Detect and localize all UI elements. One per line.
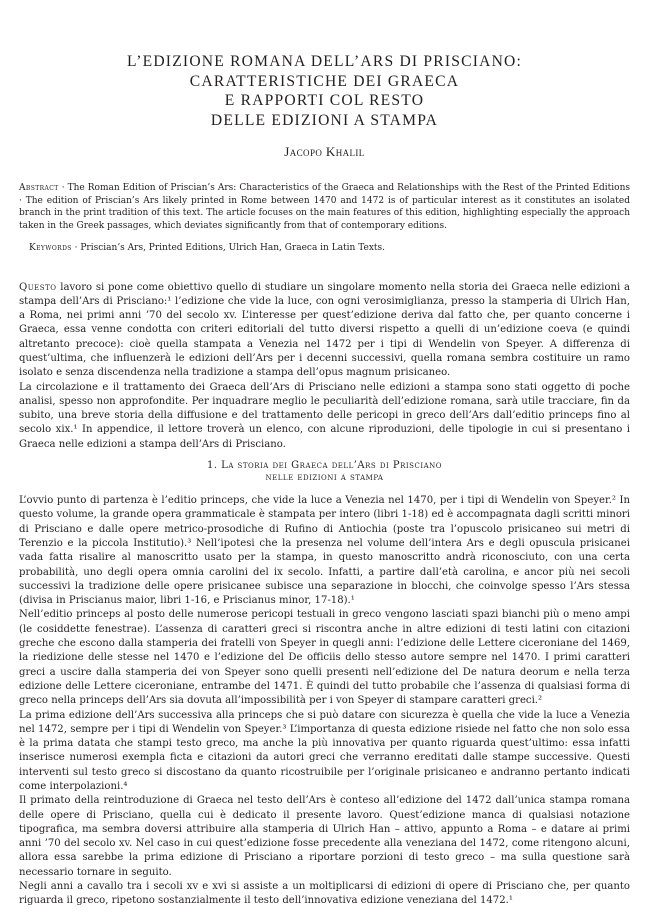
body-paragraph: Nell’editio princeps al posto delle numerose pericopi testuali in greco vengono lasciati spazi bianchi più o meno ampi (le cosiddette fenestrae). L’assenza di caratteri greci si riscontra anche in altre edizioni di testi latini con citazioni greche che escono dalla stamperia dei fratelli von Speyer in quegli anni: l’edizione delle Lettere ciceroniane del 1469, la riedizione delle stesse nel 1470 e l’edizione del De officiis dello stesso autore sempre nel 1470. I primi caratteri greci a uscire dalla stamperia dei von Speyer sono quelli presenti nell’edizione del De natura deorum e nella terza edizione delle Lettere ciceroniane, entrambe del 1471. È quindi del tutto probabile che l’assenza di qualsiasi forma di greco nella princeps dell’Ars sia dovuta all’impossibilità per i von Speyer di stampare caratteri greci.² xyxy=(19,609,630,707)
intro-paragraph: La circolazione e il trattamento dei Graeca dell’Ars di Prisciano nelle edizioni a stampa sono stati oggetto di poche analisi, spesso non approfondite. Per inquadrare meglio le peculiarità dell’edizione romana, sarà utile tracciare, fin da subito, una breve storia della diffusione e del trattamento delle pericopi in greco dell’Ars dall’editio princeps fino al secolo xix.¹ In appendice, il lettore troverà un elenco, con alcune riproduzioni, delle tipologie in cui si presentano i Graeca nelle edizioni a stampa dell’Ars di Prisciano. xyxy=(19,381,630,450)
title-line: L’EDIZIONE ROMANA DELL’ARS DI PRISCIANO: xyxy=(126,53,523,70)
body-paragraph: La prima edizione dell’Ars successiva alla princeps che si può datare con sicurezza è quella che vide la luce a Venezia nel 1472, sempre per i tipi di Wendelin von Speyer.³ L’importanza di questa edizione risiede nel fatto che non solo essa è la prima datata che stampi testo greco, ma anche la più innovativa per quanto riguarda quest’ultimo: essa infatti inserisce numerosi exempla ficta e citazioni da autori greci che verranno ereditati dalle stampe successive. Questi interventi sul testo greco si discostano da quanto ricostruibile per l’originale prisicaneo e andranno pertanto indicati come interpolazioni.⁴ xyxy=(19,709,630,792)
intro-first-word: Questo xyxy=(19,281,57,293)
abstract-text: · The Roman Edition of Priscian’s Ars: Characteristics of the Graeca and Relationships with the Rest of the Printed Editions · The edition of Priscian’s Ars likely printed in Rome between 1470 and 1472 is of particular interest as it constitutes an isolated branch in the print tradition of this text. The article focuses on the main features of this edition, highlighting especially the approach taken in the Greek passages, which deviates significantly from that of contemporary editions. xyxy=(19,183,630,231)
intro-paragraph xyxy=(19,281,630,381)
title-line: DELLE EDIZIONI A STAMPA xyxy=(210,111,439,129)
section-heading-line: 1. La storia dei Graeca dell’Ars di Prisciano xyxy=(206,460,443,472)
title-line: E RAPPORTI COL RESTO xyxy=(224,92,425,109)
abstract xyxy=(19,182,630,232)
article-author: Jacopo Khalil xyxy=(284,144,365,159)
keywords-text: · Priscian’s Ars, Printed Editions, Ulrich Han, Graeca in Latin Texts. xyxy=(71,243,386,253)
title-line: CARATTERISTICHE DEI GRAECA xyxy=(189,72,460,90)
keywords-label: Keywords xyxy=(29,243,72,253)
body-paragraph: Il primato della reintroduzione di Graeca nel testo dell’Ars è conteso all’edizione del 1472 dall’unica stampa romana delle opere di Prisciano, quella cui è dedicato il presente lavoro. Quest’edizione manca di qualsiasi notazione tipografica, ma sembra doversi attribuire alla stamperia di Ulrich Han – attivo, appunto a Roma – e datare ai primi anni ’70 del secolo xv. Nel caso in cui quest’edizione fosse precedente alla veneziana del 1472, come ritengono alcuni, allora essa sarebbe la prima edizione di Prisciano a riportare porzioni di testo greco – ma sulla questione sarà necessario tornare in seguito. xyxy=(19,795,630,878)
keywords xyxy=(19,242,630,255)
section-heading xyxy=(19,460,630,484)
intro-text: lavoro si pone come obiettivo quello di studiare un singolare momento nella storia dei Graeca nelle edizioni a stampa dell’Ars di Prisciano:¹ l’edizione che vide la luce, con ogni verosimiglianza, presso la stamperia di Ulrich Han, a Roma, nei primi anni ’70 del secolo xv. L’interesse per quest’edizione deriva dal fatto che, per quanto concerne i Graeca, essa venne condotta con criteri editoriali del tutto diversi rispetto a quelli di un’edizione coeva (e quindi altretanto precoce): cioè quella stampata a Venezia nel 1472 per i tipi di Wendelin von Speyer. A differenza di quest’ultima, che influenzerà le edizioni dell’Ars per i decenni successivi, quella romana sembra costituire un ramo isolato e senza discendenza nella tradizione a stampa dell’opus magnum prisicaneo. xyxy=(19,281,630,379)
abstract-label: Abstract xyxy=(19,183,59,193)
body-paragraph: Negli anni a cavallo tra i secoli xv e xvi si assiste a un moltiplicarsi di edizioni di opere di Prisciano che, per quanto riguarda il greco, ripetono sostanzialmente il testo dell’innovativa edizione veneziana del 1472.¹ xyxy=(19,881,630,907)
section-heading-line: nelle edizioni a stampa xyxy=(265,472,384,484)
article-title xyxy=(19,52,630,130)
body-paragraph: L’ovvio punto di partenza è l’editio princeps, che vide la luce a Venezia nel 1470, per i tipi di Wendelin von Speyer.² In questo volume, la grande opera grammaticale è stampata per intero (libri 1-18) ed è accompagnata dagli scritti minori di Prisciano e dalle opere metrico-prosodiche di Rufino di Antiochia (poste tra l’opuscolo prisicaneo sui metri di Terenzio e la piccola Institutio).³ Nell’ipotesi che la presenza nel volume dell’intera Ars e degli opuscula prisicanei vada fatta risalire al manoscritto usato per la stampa, in questo manoscritto andrà riconosciuto, con una certa probabilità, uno degli opera omnia carolini del ix secolo. Infatti, a partire dall’età carolina, e ancor più nei secoli successivi la tradizione delle opere prisicanee subisce una separazione in blocchi, che coinvolge spesso l’Ars stessa (divisa in Priscianus maior, libri 1-16, e Priscianus minor, 17-18).¹ xyxy=(19,495,630,607)
